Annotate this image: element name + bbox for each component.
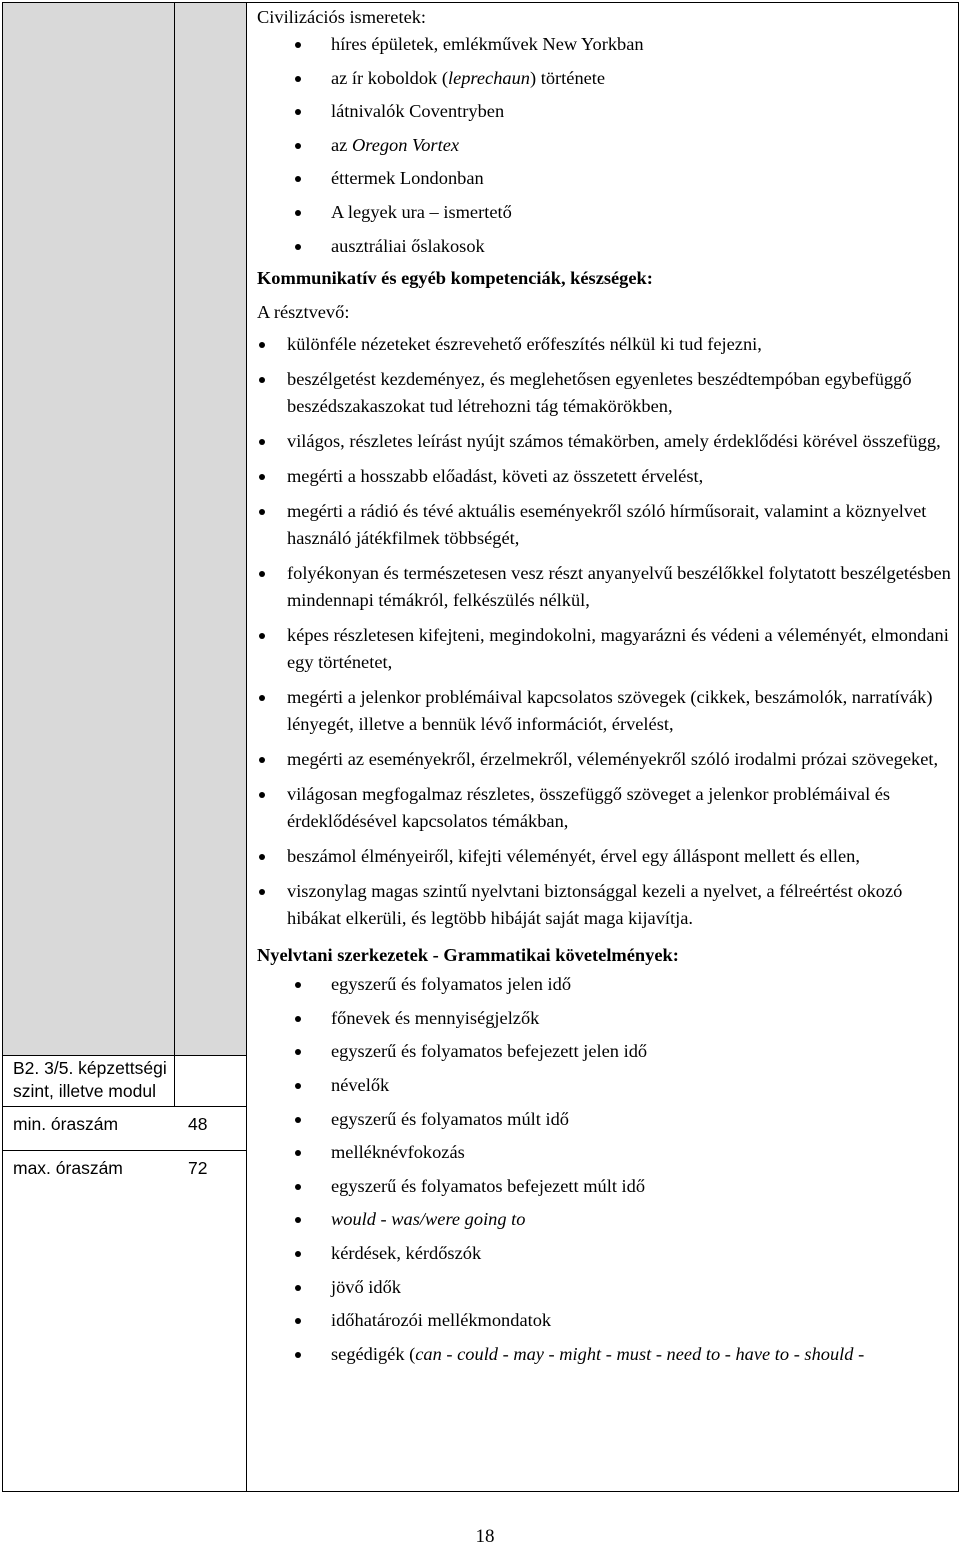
list-item: segédigék (can - could - may - might - must - need to - have to - should - [257, 1338, 952, 1372]
list-item: névelők [257, 1069, 952, 1103]
list-item: főnevek és mennyiségjelzők [257, 1002, 952, 1036]
list-item: egyszerű és folyamatos múlt idő [257, 1103, 952, 1137]
list-item: A legyek ura – ismertető [257, 196, 952, 230]
list-item: éttermek Londonban [257, 162, 952, 196]
list-item: beszámol élményeiről, kifejti véleményét, érvel egy álláspont mellett és ellen, [257, 843, 952, 870]
gram-list [257, 968, 952, 1371]
list-item: híres épületek, emlékművek New Yorkban [257, 28, 952, 62]
komp-subheading: A résztvevő: [257, 302, 350, 323]
row-divider [3, 1106, 246, 1107]
list-item: ausztráliai őslakosok [257, 230, 952, 264]
content-cell [257, 6, 952, 1371]
list-item: beszélgetést kezdeményez, és meglehetősen egyenletes beszédtempóban egybefüggő beszédszakaszokat tud létrehozni tág témakörökben, [257, 366, 952, 420]
komp-list [257, 331, 952, 932]
page-number: 18 [475, 1526, 495, 1547]
max-hours-label: max. óraszám [13, 1158, 123, 1178]
min-hours-label: min. óraszám [13, 1114, 119, 1134]
list-item: megérti a hosszabb előadást, követi az összetett érvelést, [257, 463, 952, 490]
list-item: látnivalók Coventryben [257, 95, 952, 129]
list-item: viszonylag magas szintű nyelvtani biztonsággal kezeli a nyelvet, a félreértést okozó hibákat elkerüli, és legtöbb hibáját saját maga kijavítja. [257, 878, 952, 932]
level-label [13, 1057, 167, 1103]
list-item: egyszerű és folyamatos befejezett múlt idő [257, 1170, 952, 1204]
row-divider [3, 1055, 246, 1056]
list-item: megérti a rádió és tévé aktuális eseményekről szóló hírműsorait, valamint a köznyelvet használó játékfilmek többségét, [257, 498, 952, 552]
min-hours-value: 48 [188, 1114, 208, 1134]
left-column-inner-divider [174, 3, 175, 1106]
list-item: would - was/were going to [257, 1203, 952, 1237]
level-label-line2: szint, illetve modul [13, 1081, 156, 1101]
list-item: kérdések, kérdőszók [257, 1237, 952, 1271]
gram-heading: Nyelvtani szerkezetek - Grammatikai követelmények: [257, 945, 679, 966]
list-item: megérti a jelenkor problémáival kapcsolatos szövegek (cikkek, beszámolók, narratívák) lényegét, illetve a bennük lévő információt, érvelést, [257, 684, 952, 738]
list-item: az Oregon Vortex [257, 129, 952, 163]
civ-list [257, 28, 952, 263]
list-item: megérti az eseményekről, érzelmekről, véleményekről szóló irodalmi prózai szövegeket, [257, 746, 952, 773]
column-divider [246, 3, 247, 1491]
left-column-shading [3, 3, 246, 1056]
list-item: különféle nézeteket észrevehető erőfeszítés nélkül ki tud fejezni, [257, 331, 952, 358]
list-item: az ír koboldok (leprechaun) története [257, 62, 952, 96]
list-item: világosan megfogalmaz részletes, összefüggő szöveget a jelenkor problémáival és érdeklődésével kapcsolatos témákban, [257, 781, 952, 835]
list-item: jövő idők [257, 1271, 952, 1305]
list-item: világos, részletes leírást nyújt számos témakörben, amely érdeklődési körével összefügg, [257, 428, 952, 455]
level-label-line1: B2. 3/5. képzettségi [13, 1058, 167, 1078]
list-item: képes részletesen kifejteni, megindokolni, magyarázni és védeni a véleményét, elmondani egy történetet, [257, 622, 952, 676]
list-item: egyszerű és folyamatos jelen idő [257, 968, 952, 1002]
komp-heading: Kommunikatív és egyéb kompetenciák, készségek: [257, 268, 653, 289]
list-item: folyékonyan és természetesen vesz részt anyanyelvű beszélőkkel folytatott beszélgetésben mindennapi témákról, felkészülés nélkül, [257, 560, 952, 614]
list-item: melléknévfokozás [257, 1136, 952, 1170]
list-item: egyszerű és folyamatos befejezett jelen idő [257, 1035, 952, 1069]
list-item: időhatározói mellékmondatok [257, 1304, 952, 1338]
row-divider [3, 1150, 246, 1151]
civ-heading: Civilizációs ismeretek: [257, 7, 427, 27]
max-hours-value: 72 [188, 1158, 208, 1178]
